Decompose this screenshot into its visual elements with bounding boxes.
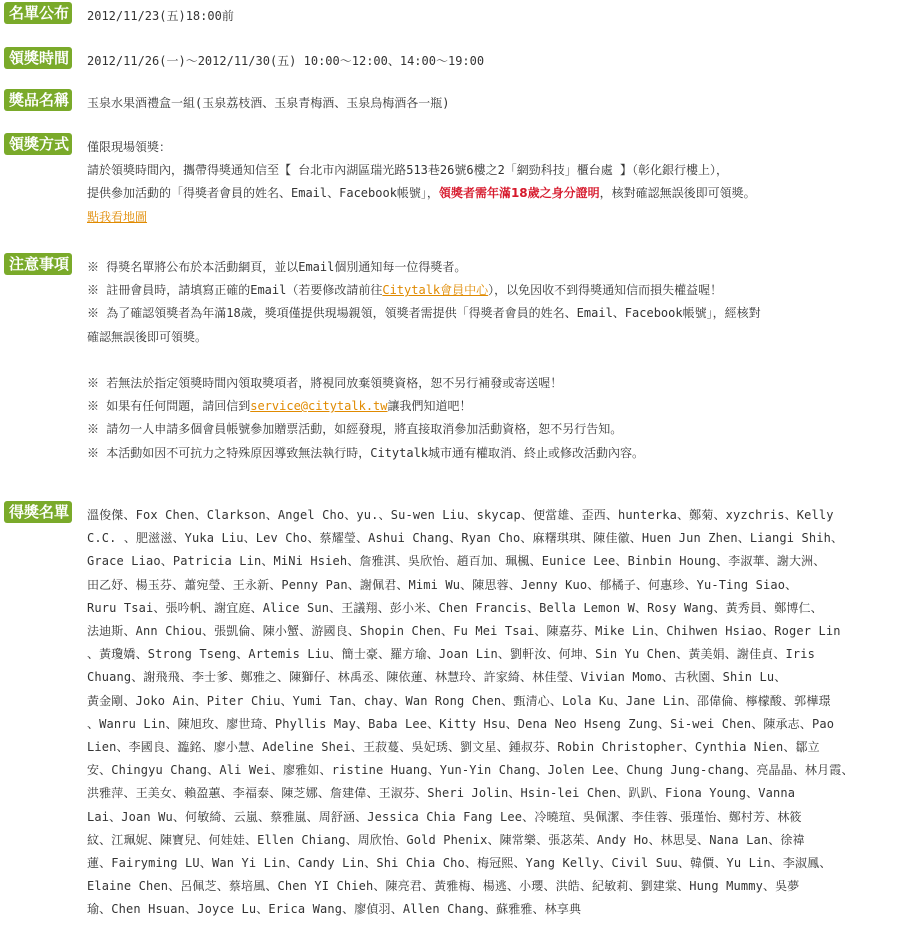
- notes-label: 注意事項: [4, 253, 72, 275]
- note-5-text: ※ 如果有任何問題，請回信到: [87, 399, 251, 414]
- winners-line: 、Wanru Lin、陳旭玫、廖世琦、Phyllis May、Baba Lee、Kitty Hsu、Dena Neo Hseng Zung、Si-wei Chen、陳承志、Pao: [87, 716, 835, 731]
- note-item: [87, 395, 892, 418]
- method-line-4: [87, 206, 892, 229]
- map-link[interactable]: 點我看地圖: [87, 209, 148, 224]
- service-email-link[interactable]: service@citytalk.tw: [250, 399, 388, 414]
- prize-label: 獎品名稱: [4, 89, 72, 111]
- winners-line: Grace Liao、Patricia Lin、MiNi Hsieh、詹雅淇、吳欣怡、趙百加、珮楓、Eunice Lee、Binbin Houng、李淑華、謝大洲、: [87, 554, 826, 569]
- method-line-3-end: ，核對確認無誤後即可領獎。: [599, 186, 756, 201]
- notes-spacer: [87, 349, 892, 372]
- announce-label: 名單公布: [4, 2, 72, 24]
- note-item: ※ 若無法於指定領獎時間內領取獎項者，將視同放棄領獎資格，恕不另行補發或寄送喔！: [87, 376, 563, 390]
- note-item: ※ 本活動如因不可抗力之特殊原因導致無法執行時，Citytalk城市通有權取消、終止或修改活動內容。: [87, 445, 645, 460]
- winners-line: Lien、李國良、瀶銘、廖小慧、Adeline Shei、王菽蔓、吳妃琇、劉文星、鍾叔芬、Robin Christopher、Cynthia Nien、鄒立: [87, 740, 820, 755]
- winners-line: Lai、Joan Wu、何敏綺、云嵐、蔡雅嵐、周舒涵、Jessica Chia Fang Lee、冷曉瑄、吳佩潔、李佳蓉、張瑾怡、鄭村芳、林筱: [87, 809, 802, 824]
- note-item: ※ 得獎名單將公布於本活動網頁，並以Email個別通知每一位得獎者。: [87, 260, 467, 274]
- age-requirement-highlight: 領獎者需年滿18歲之身分證明: [438, 186, 600, 201]
- winners-line: Ruru Tsai、張吟帆、謝宜庭、Alice Sun、王議翔、彭小米、Chen Francis、Bella Lemon W、Rosy Wang、黃秀員、鄭博仁、: [87, 600, 823, 615]
- note-item: ※ 請勿一人申請多個會員帳號參加贈票活動，如經發現，將直接取消參加活動資格，恕不另行告知。: [87, 422, 623, 437]
- method-line-3-text: 提供參加活動的「得獎者會員的姓名、Email、Facebook帳號」，: [87, 186, 439, 201]
- note-2-text: ※ 註冊會員時，請填寫正確的Email（若要修改請前往: [87, 283, 383, 298]
- winners-line: 瑜、Chen Hsuan、Joyce Lu、Erica Wang、廖偵羽、Allen Chang、蘇雅雅、林享典: [87, 902, 582, 917]
- winners-line: 洪雅萍、王美女、賴盈蕙、李福泰、陳芝娜、詹建偉、王淑芬、Sheri Jolin、Hsin-lei Chen、趴趴、Fiona Young、Vanna: [87, 786, 796, 801]
- winners-line: 溫俊傑、Fox Chen、Clarkson、Angel Cho、yu.、Su-wen Liu、skycap、便當雄、歪西、hunterka、鄭菊、xyzchris、Kelly: [87, 508, 834, 522]
- method-line-1: 僅限現場領獎：: [87, 140, 172, 154]
- winners-label: 得獎名單: [4, 501, 72, 523]
- winners-line: 黃金剛、Joko Ain、Piter Chiu、Yumi Tan、chay、Wan Rong Chen、甄清心、Lola Ku、Jane Lin、邵偉倫、檸檬酸、郭樺璟: [87, 693, 831, 708]
- winners-line: C.C. 、肥滋滋、Yuka Liu、Lev Cho、蔡耀瑩、Ashui Chang、Ryan Cho、麻糬琪琪、陳佳徽、Huen Jun Zhen、Liangi Shih、: [87, 531, 844, 546]
- period-label: 領獎時間: [4, 47, 72, 69]
- winners-list: [87, 504, 892, 922]
- winners-line: Elaine Chen、呂佩芝、蔡培風、Chen YI Chieh、陳亮君、黃雅梅、楊逃、小瓔、洪皓、紀敏莉、劉建棠、Hung Mummy、吳夢: [87, 879, 800, 894]
- method-content: [87, 136, 892, 229]
- method-label: 領獎方式: [4, 133, 72, 155]
- notes-content: [87, 256, 892, 465]
- announce-text: 2012/11/23(五)18:00前: [87, 9, 234, 23]
- winners-line: 法迪斯、Ann Chiou、張凱倫、陳小蟹、游國良、Shopin Chen、Fu Mei Tsai、陳嘉芬、Mike Lin、Chihwen Hsiao、Roger Lin: [87, 624, 841, 639]
- winners-line: 紋、江珮妮、陳寶兒、何娃娃、Ellen Chiang、周欣怡、Gold Phenix、陳常樂、張苾茱、Andy Ho、林思旻、Nana Lan、徐禕: [87, 832, 805, 847]
- member-center-link[interactable]: Citytalk會員中心: [382, 283, 489, 298]
- note-2-end: ），以免因收不到得獎通知信而損失權益喔！: [488, 283, 723, 298]
- note-5-end: 讓我們知道吧！: [387, 399, 472, 414]
- winners-line: Chuang、謝飛飛、李士爹、鄭雅之、陳獅仔、林禹丞、陳依蓮、林慧玲、許家綺、林佳瑩、Vivian Momo、古秋園、Shin Lu、: [87, 670, 787, 685]
- note-item-continued: 確認無誤後即可領獎。: [87, 329, 208, 344]
- note-item: ※ 為了確認領獎者為年滿18歲，獎項僅提供現場親領，領獎者需提供「得獎者會員的姓名、Email、Facebook帳號」，經核對: [87, 306, 761, 321]
- winners-line: 田乙妤、楊玉芬、蕭宛瑩、王永新、Penny Pan、謝佩君、Mimi Wu、陳思蓉、Jenny Kuo、郁橘子、何惠珍、Yu-Ting Siao、: [87, 577, 798, 592]
- period-text: 2012/11/26(一)～2012/11/30(五) 10:00～12:00、14:00～19:00: [87, 54, 485, 68]
- method-line-2: 請於領獎時間內，攜帶得獎通知信至【 台北市內湖區瑞光路513巷26號6樓之2「網勁科技」櫃台處 】（彰化銀行樓上），: [87, 163, 729, 178]
- winners-line: 蓮、Fairyming LU、Wan Yi Lin、Candy Lin、Shi Chia Cho、梅冠熙、Yang Kelly、Civil Suu、韓價、Yu Lin、李淑鳳、: [87, 856, 832, 871]
- method-line-3: [87, 182, 892, 205]
- winners-line: 、黃瓊嬌、Strong Tseng、Artemis Liu、簡士豪、羅方瑜、Joan Lin、劉軒汝、何坤、Sin Yu Chen、黃美娟、謝佳貞、Iris: [87, 647, 816, 662]
- note-item: [87, 279, 892, 302]
- winners-line: 安、Chingyu Chang、Ali Wei、廖雅如、ristine Huang、Yun-Yin Chang、Jolen Lee、Chung Jung-chang、亮晶晶、林月霞、: [87, 763, 854, 778]
- prize-text: 玉泉水果酒禮盒一組(玉泉荔枝酒、玉泉青梅酒、玉泉烏梅酒各一瓶): [87, 96, 450, 110]
